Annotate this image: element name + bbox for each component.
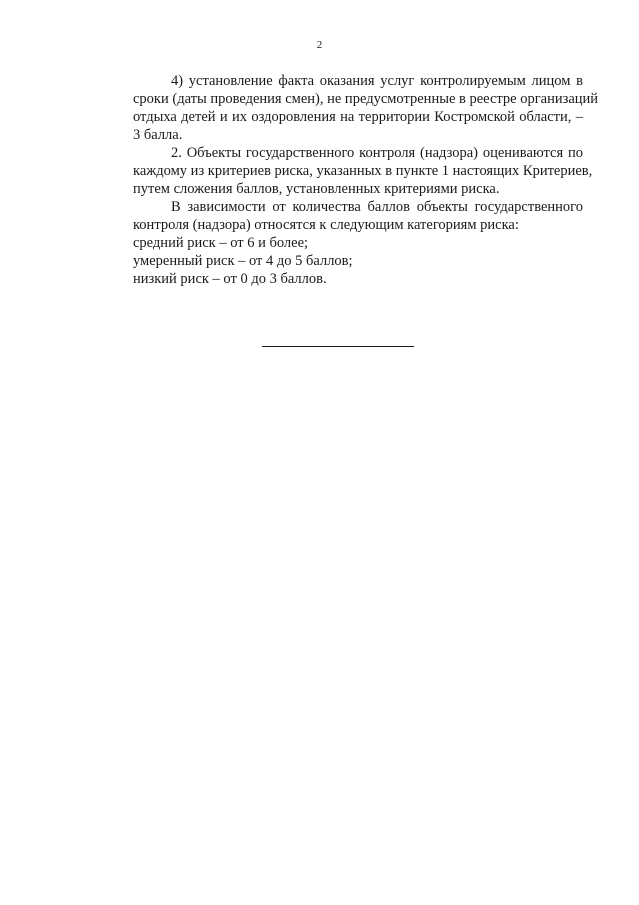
risk-category-low: низкий риск – от 0 до 3 баллов. bbox=[133, 271, 327, 287]
risk-category-medium: средний риск – от 6 и более; bbox=[133, 235, 309, 251]
text-line: В зависимости от количества баллов объекты государственного bbox=[171, 199, 583, 215]
text-line: отдыха детей и их оздоровления на территории Костромской области, – bbox=[133, 109, 583, 125]
paragraph-section-2 bbox=[95, 144, 593, 198]
text-line: 4) установление факта оказания услуг контролируемым лицом в bbox=[171, 73, 583, 89]
end-separator-line bbox=[262, 346, 414, 347]
risk-category-moderate: умеренный риск – от 4 до 5 баллов; bbox=[133, 253, 353, 269]
page-number: 2 bbox=[316, 39, 323, 51]
text-line: сроки (даты проведения смен), не предусмотренные в реестре организаций bbox=[133, 91, 599, 107]
paragraph-risk-categories-intro bbox=[95, 198, 583, 234]
text-line: путем сложения баллов, установленных критериями риска. bbox=[133, 181, 500, 197]
text-line: 2. Объекты государственного контроля (надзора) оцениваются по bbox=[171, 145, 583, 161]
text-line: 3 балла. bbox=[133, 127, 183, 143]
paragraph-item-4 bbox=[95, 72, 599, 144]
document-body bbox=[95, 72, 599, 288]
text-line: каждому из критериев риска, указанных в пункте 1 настоящих Критериев, bbox=[133, 163, 593, 179]
text-line: контроля (надзора) относятся к следующим категориям риска: bbox=[133, 217, 519, 233]
